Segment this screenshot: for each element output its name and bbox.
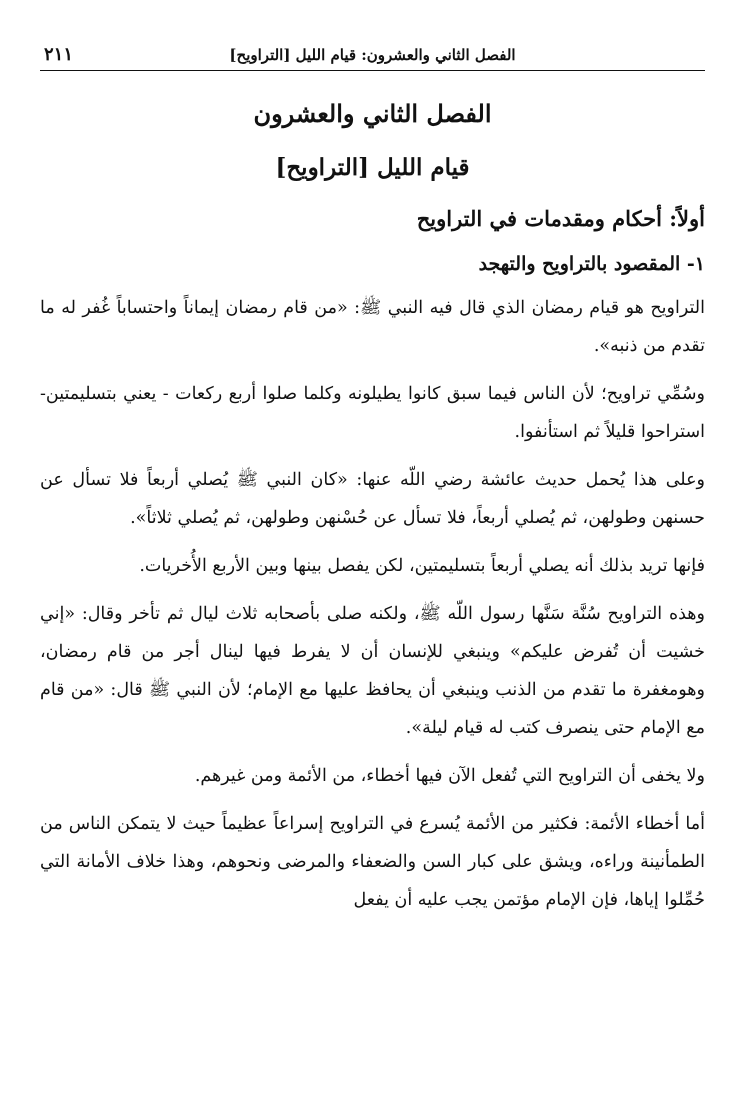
sub-heading: ١- المقصود بالتراويح والتهجد (478, 253, 705, 275)
paragraph-7: أما أخطاء الأئمة: فكثير من الأئمة يُسرع في التراويح إسراعاً عظيماً حيث لا يتمكن الناس من الطمأنينة وراءه، ويشق على كبار السن والضعفاء والمرضى ونحوهم، وهذا خلاف الأمانة التي حُمِّلوا إياها، فإن الإمام مؤتمن يجب عليه أن يفعل (40, 814, 705, 910)
chapter-title: الفصل الثاني والعشرون (253, 99, 492, 128)
paragraph-6: ولا يخفى أن التراويح التي تُفعل الآن فيها أخطاء، من الأئمة ومن غيرهم. (194, 766, 705, 786)
book-page (40, 40, 705, 1080)
paragraph-3: وعلى هذا يُحمل حديث عائشة رضي اللّه عنها: «كان النبي ﷺ يُصلي أربعاً فلا تسأل عن حسنهن وطولهن، ثم يُصلي أربعاً، فلا تسأل عن حُسْنهن وطولهن، ثم يُصلي ثلاثاً». (40, 470, 705, 528)
section-heading: أولاً: أحكام ومقدمات في التراويح (416, 206, 705, 231)
paragraph-5: وهذه التراويح سُنَّة سَنَّها رسول اللّه ﷺ، ولكنه صلى بأصحابه ثلاث ليال ثم تأخر وقال: «إني خشيت أن تُفرض عليكم» وينبغي للإنسان أن لا يفرط فيها لينال أجر من قام رمضان، وهومغفرة ما تقدم من الذنب وينبغي أن يحافظ عليها مع الإمام؛ لأن النبي ﷺ قال: «من قام مع الإمام حتى ينصرف كتب له قيام ليلة». (40, 604, 705, 738)
paragraph-2: وسُمِّي تراويح؛ لأن الناس فيما سبق كانوا يطيلونه وكلما صلوا أربع ركعات - يعني بتسليمتين- استراحوا قليلاً ثم استأنفوا. (40, 384, 705, 442)
running-header (40, 40, 705, 71)
paragraph-1: التراويح هو قيام رمضان الذي قال فيه النبي ﷺ: «من قام رمضان إيماناً واحتساباً غُفر له ما تقدم من ذنبه». (40, 298, 705, 356)
chapter-subtitle: قيام الليل [التراويح] (275, 154, 470, 181)
running-title: الفصل الثاني والعشرون: قيام الليل [التراويح] (229, 46, 516, 64)
page-number: ٢١١ (44, 44, 74, 65)
paragraph-4: فإنها تريد بذلك أنه يصلي أربعاً بتسليمتين، لكن يفصل بينها وبين الأربع الأُخريات. (139, 556, 705, 576)
